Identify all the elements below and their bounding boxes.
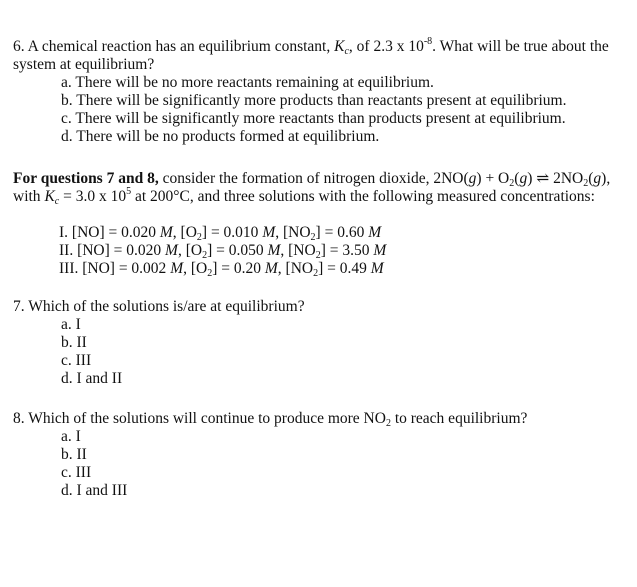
molar-unit: M: [165, 242, 178, 259]
intro-text-5: (: [588, 170, 594, 187]
sol-subscript: 2: [315, 250, 321, 261]
molar-unit: M: [370, 260, 384, 277]
intro-text-2: ) + O: [476, 170, 510, 187]
sol-subscript: 2: [310, 232, 316, 243]
solution-ii: [13, 242, 633, 260]
sol-subscript: 2: [196, 232, 202, 243]
molar-unit: M: [264, 260, 278, 277]
molar-unit: M: [368, 224, 382, 241]
q6-option-b: b. There will be significantly more products than reactants present at equilibrium.: [61, 92, 567, 109]
intro-text-6: ),: [601, 170, 611, 187]
question-6: [13, 38, 633, 146]
sol-text: , [O: [183, 260, 208, 277]
q6-option-a: a. There will be no more reactants remaining at equilibrium.: [61, 74, 434, 91]
sol-text: , [O: [172, 224, 197, 241]
intro-text-7: with: [13, 188, 45, 205]
questions-7-8-intro: [13, 170, 633, 206]
q6-text-b: , of 2.3 x 10: [348, 38, 424, 55]
q8-option-b: b. II: [61, 446, 87, 463]
sol-subscript: 2: [202, 250, 208, 261]
gas-state-3: g: [593, 170, 602, 187]
gas-state-2: g: [519, 170, 528, 187]
q7-option-b: b. II: [61, 334, 87, 351]
intro-text-9: at 200°C, and three solutions with the following measured concentrations:: [131, 188, 595, 205]
sol-text: , [O: [177, 242, 203, 259]
solutions-list: [13, 224, 633, 278]
question-6-stem: [13, 38, 633, 56]
kc-exponent: 5: [126, 186, 132, 197]
q8-subscript: 2: [385, 418, 391, 429]
intro-line-1: [13, 170, 633, 188]
sol-text: ] = 0.60: [315, 224, 369, 241]
o2-subscript: 2: [509, 178, 515, 189]
sol-subscript: 2: [207, 268, 213, 279]
intro-bold-lead: For questions 7 and 8,: [13, 170, 159, 187]
sol-text: ] = 0.20: [212, 260, 265, 277]
sol-text: II. [NO] = 0.020: [59, 242, 166, 259]
q8-option-a: a. I: [61, 428, 81, 445]
molar-unit: M: [267, 242, 281, 259]
q8-text-a: 8. Which of the solutions will continue to produce more NO: [13, 410, 386, 427]
question-7-stem: 7. Which of the solutions is/are at equilibrium?: [13, 298, 305, 315]
sol-text: ] = 0.49: [318, 260, 371, 277]
kc-symbol: K: [334, 38, 345, 55]
kc-symbol-2: K: [44, 188, 55, 205]
sol-text: ] = 0.050: [207, 242, 268, 259]
sol-text: I. [NO] = 0.020: [59, 224, 160, 241]
molar-unit: M: [170, 260, 184, 277]
intro-text-3: (: [514, 170, 520, 187]
gas-state-1: g: [468, 170, 477, 187]
q6-text-a: 6. A chemical reaction has an equilibrium constant,: [13, 38, 335, 55]
intro-line-2: [13, 188, 633, 206]
intro-text-4: ) ⇌ 2NO: [527, 170, 584, 187]
molar-unit: M: [159, 224, 173, 241]
q6-option-d: d. There will be no products formed at equilibrium.: [61, 128, 380, 145]
solution-i: [13, 224, 633, 242]
q6-option-c: c. There will be significantly more reactants than products present at equilibrium.: [61, 110, 566, 127]
no2-subscript: 2: [583, 178, 589, 189]
question-8: [13, 410, 633, 500]
sol-subscript: 2: [313, 268, 319, 279]
sol-text: III. [NO] = 0.002: [59, 260, 171, 277]
molar-unit: M: [373, 242, 387, 259]
sol-text: ] = 3.50: [320, 242, 374, 259]
question-6-stem-line-2: system at equilibrium?: [13, 56, 155, 73]
q8-option-c: c. III: [61, 464, 92, 481]
sol-text: , [NO: [280, 242, 316, 259]
intro-text-1: consider the formation of nitrogen dioxide, 2NO(: [158, 170, 469, 187]
question-7: [13, 298, 633, 388]
q8-text-b: to reach equilibrium?: [390, 410, 528, 427]
intro-text-8: = 3.0 x 10: [59, 188, 127, 205]
q7-option-d: d. I and II: [61, 370, 123, 387]
q7-option-c: c. III: [61, 352, 92, 369]
q7-option-a: a. I: [61, 316, 81, 333]
q6-exponent: -8: [423, 36, 433, 47]
sol-text: , [NO: [277, 260, 314, 277]
q8-option-d: d. I and III: [61, 482, 128, 499]
q6-text-c: . What will be true about the: [432, 38, 609, 55]
question-8-stem: [13, 410, 633, 428]
sol-text: , [NO: [275, 224, 311, 241]
sol-text: ] = 0.010: [201, 224, 263, 241]
molar-unit: M: [262, 224, 276, 241]
kc-subscript-2: c: [54, 196, 60, 207]
solution-iii: [13, 260, 633, 278]
kc-subscript: c: [344, 46, 349, 57]
